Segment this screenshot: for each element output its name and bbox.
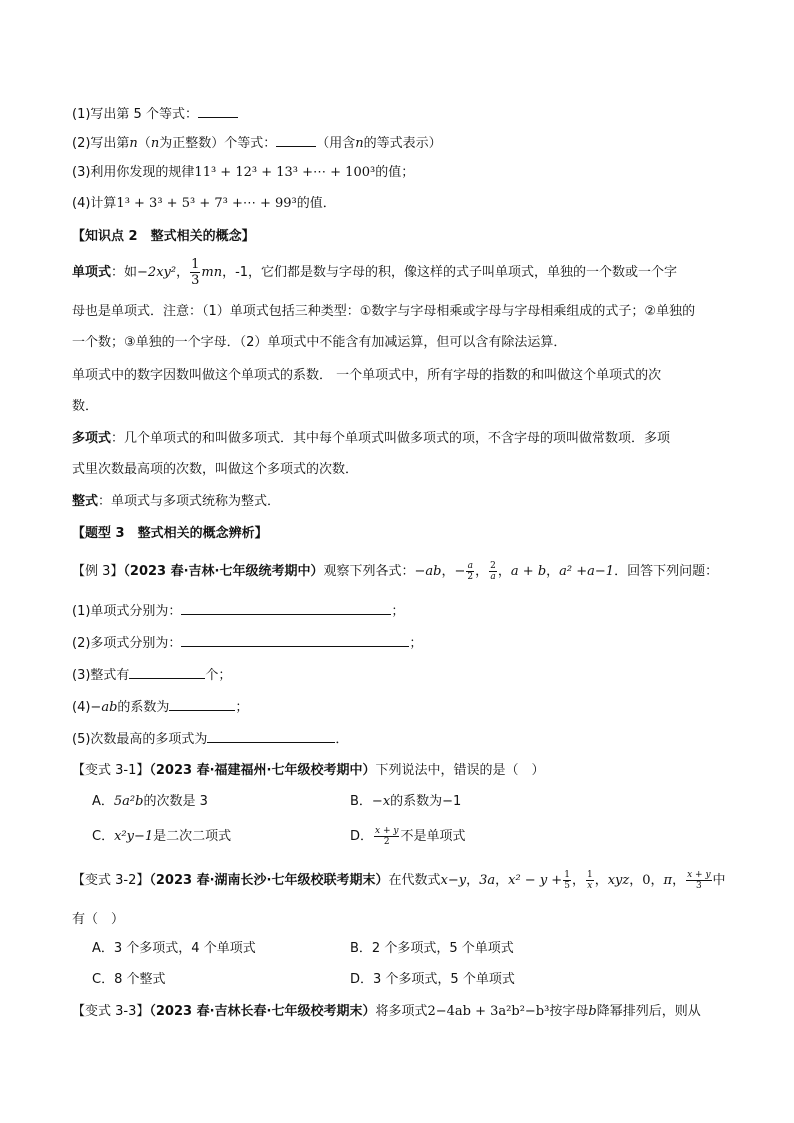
variant-tag: 【变式 3-2】 <box>72 873 150 888</box>
source-label: （2023 春·吉林长春·七年级校考期末） <box>149 1004 376 1019</box>
example-3-q4: (4)−ab的系数为 ； <box>72 696 248 719</box>
variant-3-2-option-c: C．8 个整式 <box>92 972 166 987</box>
variant-3-2-option-d: D．3 个多项式，5 个单项式 <box>350 972 515 987</box>
polynomial-line-2: 式里次数最高项的次数，叫做这个多项式的次数． <box>72 462 359 477</box>
fraction: $\frac{1}{3}$ <box>191 257 200 288</box>
def-text: ：如 <box>111 265 138 280</box>
monomial-line-2: 母也是单项式．注意：（1）单项式包括三种类型：①数字与字母相乘或字母与字母相乘组成的式子；②单独的 <box>72 304 696 319</box>
example-3-q3: (3)整式有 个； <box>72 664 231 687</box>
part-4-text: (4)计算 <box>72 196 117 211</box>
math-n: n <box>129 136 138 151</box>
example-3-stem: 【例 3】（2023 春·吉林·七年级统考期中）观察下列各式：−ab，− $\frac{a}{2}$ ， $\frac{2}{a}$ ，a + b，a² +a−1．回答下列问题： <box>72 561 719 582</box>
part-3-text: (3)利用你发现的规律 <box>72 165 195 180</box>
answer-blank <box>181 600 391 615</box>
fraction: $\frac{x + y}{3}$ <box>687 870 711 891</box>
math-n: n <box>355 136 364 151</box>
answer-blank <box>129 664 205 679</box>
integral-line <box>72 491 280 513</box>
example-tag: 【例 3】 <box>72 564 124 579</box>
question-part-4 <box>72 193 336 215</box>
part-2-text: （ <box>137 136 151 151</box>
question-part-2 <box>72 132 442 155</box>
stem-text: 按字母 <box>549 1004 589 1019</box>
stem-text: 将多项式 <box>375 1004 428 1019</box>
math-expression: 11³ + 12³ + 13³ +⋯ + 100³ <box>194 165 376 180</box>
monomial-line-1: 单项式：如−2xy²， $\frac{1}{3}$ mn，-1，它们都是数与字母的积，像这样的式子叫单项式，单独的一个数或一个字 <box>72 257 678 288</box>
variant-3-3-stem: 【变式 3-3】（2023 春·吉林长春·七年级校考期末）将多项式2−4ab + 3a²b²−b³按字母b降幂排列后，则从 <box>72 1004 701 1019</box>
variant-tag: 【变式 3-3】 <box>72 1004 150 1019</box>
coefficient-line-1: 单项式中的数字因数叫做这个单项式的系数． 一个单项式中，所有字母的指数的和叫做这个单项式的次 <box>72 368 662 383</box>
part-2-text: 为正整数）个等式： <box>159 136 277 151</box>
part-1-text: (1)写出第 5 个等式： <box>72 107 198 122</box>
math-expression: mn <box>201 265 223 280</box>
question-part-1 <box>72 103 238 126</box>
stem-text: 降幂排列后，则从 <box>596 1004 701 1019</box>
stem-text: 下列说法中，错误的是（ ） <box>375 763 545 778</box>
variant-3-2-stem-line-2: 有（ ） <box>72 912 125 927</box>
source-label: （2023 春·湖南长沙·七年级校联考期末） <box>149 873 389 888</box>
knowledge-heading: 【知识点 2 整式相关的概念】 <box>72 229 255 244</box>
variant-3-2-stem: 【变式 3-2】（2023 春·湖南长沙·七年级校联考期末）在代数式x−y，3a，x² − y + $\frac{1}{5}$ ， $\frac{1}{x}$ ，xyz，0，π， $\frac{x + y}{3}$ 中 <box>72 870 726 891</box>
variant-3-1-option-c: C．x²y−1是二次二项式 <box>92 829 232 844</box>
stem-text: 中 <box>712 873 726 888</box>
fraction: $\frac{x + y}{2}$ <box>375 826 399 847</box>
fraction: $\frac{1}{x}$ <box>586 870 593 891</box>
math-expression: −2xy² <box>137 265 177 280</box>
example-3-q5: (5)次数最高的多项式为 ． <box>72 728 348 751</box>
variant-3-2-option-a: A．3 个多项式，4 个单项式 <box>92 941 256 956</box>
variant-3-2-option-b: B．2 个多项式，5 个单项式 <box>350 941 514 956</box>
term-label: 整式 <box>72 494 99 509</box>
math-n: n <box>150 136 160 151</box>
polynomial-line-1 <box>72 428 670 450</box>
monomial-line-3: 一个数；③单独的一个字母．（2）单项式中不能含有加减运算，但可以含有除法运算． <box>72 335 567 350</box>
term-label: 多项式 <box>72 431 112 446</box>
example-3-q2: (2)多项式分别为： ； <box>72 632 422 655</box>
fraction: $\frac{2}{a}$ <box>490 561 496 582</box>
def-text: ：单项式与多项式统称为整式． <box>98 494 281 509</box>
fraction: $\frac{a}{2}$ <box>467 561 474 582</box>
answer-blank <box>169 696 235 711</box>
part-2-text: (2)写出第 <box>72 136 130 151</box>
stem-text: ．回答下列问题： <box>614 564 719 579</box>
math-expression: 1³ + 3³ + 5³ + 7³ +⋯ + 99³ <box>116 196 297 211</box>
source-label: （2023 春·吉林·七年级统考期中） <box>123 564 324 579</box>
part-2-text: （用含 <box>316 136 356 151</box>
example-3-q1: (1)单项式分别为： ； <box>72 600 404 623</box>
variant-3-1-option-d: D． $\frac{x + y}{2}$ 不是单项式 <box>350 826 466 847</box>
answer-blank <box>181 632 409 647</box>
answer-blank <box>207 728 335 743</box>
def-text: ：几个单项式的和叫做多项式．其中每个单项式叫做多项式的项，不含字母的项叫做常数项．多项 <box>111 431 671 446</box>
stem-text: 在代数式 <box>388 873 441 888</box>
part-3-text: 的值； <box>375 165 415 180</box>
term-label: 单项式 <box>72 265 112 280</box>
stem-text: 观察下列各式： <box>323 564 415 579</box>
question-part-3 <box>72 162 414 184</box>
coefficient-line-2: 数． <box>72 399 99 414</box>
source-label: （2023 春·福建福州·七年级校考期中） <box>149 763 376 778</box>
variant-tag: 【变式 3-1】 <box>72 763 150 778</box>
type-heading: 【题型 3 整式相关的概念辨析】 <box>72 526 268 541</box>
variant-3-1-option-a: A．5a²b的次数是 3 <box>92 794 208 809</box>
def-text: ，-1，它们都是数与字母的积，像这样的式子叫单项式，单独的一个数或一个字 <box>222 265 678 280</box>
variant-3-1-stem <box>72 760 544 782</box>
part-2-text: 的等式表示） <box>363 136 442 151</box>
variant-3-1-option-b: B．−x的系数为−1 <box>350 794 462 809</box>
answer-blank <box>198 103 238 118</box>
answer-blank <box>276 132 316 147</box>
math-expression: 2−4ab + 3a²b²−b³ <box>427 1004 550 1019</box>
fraction: $\frac{1}{5}$ <box>564 870 570 891</box>
part-4-text: 的值． <box>296 196 336 211</box>
